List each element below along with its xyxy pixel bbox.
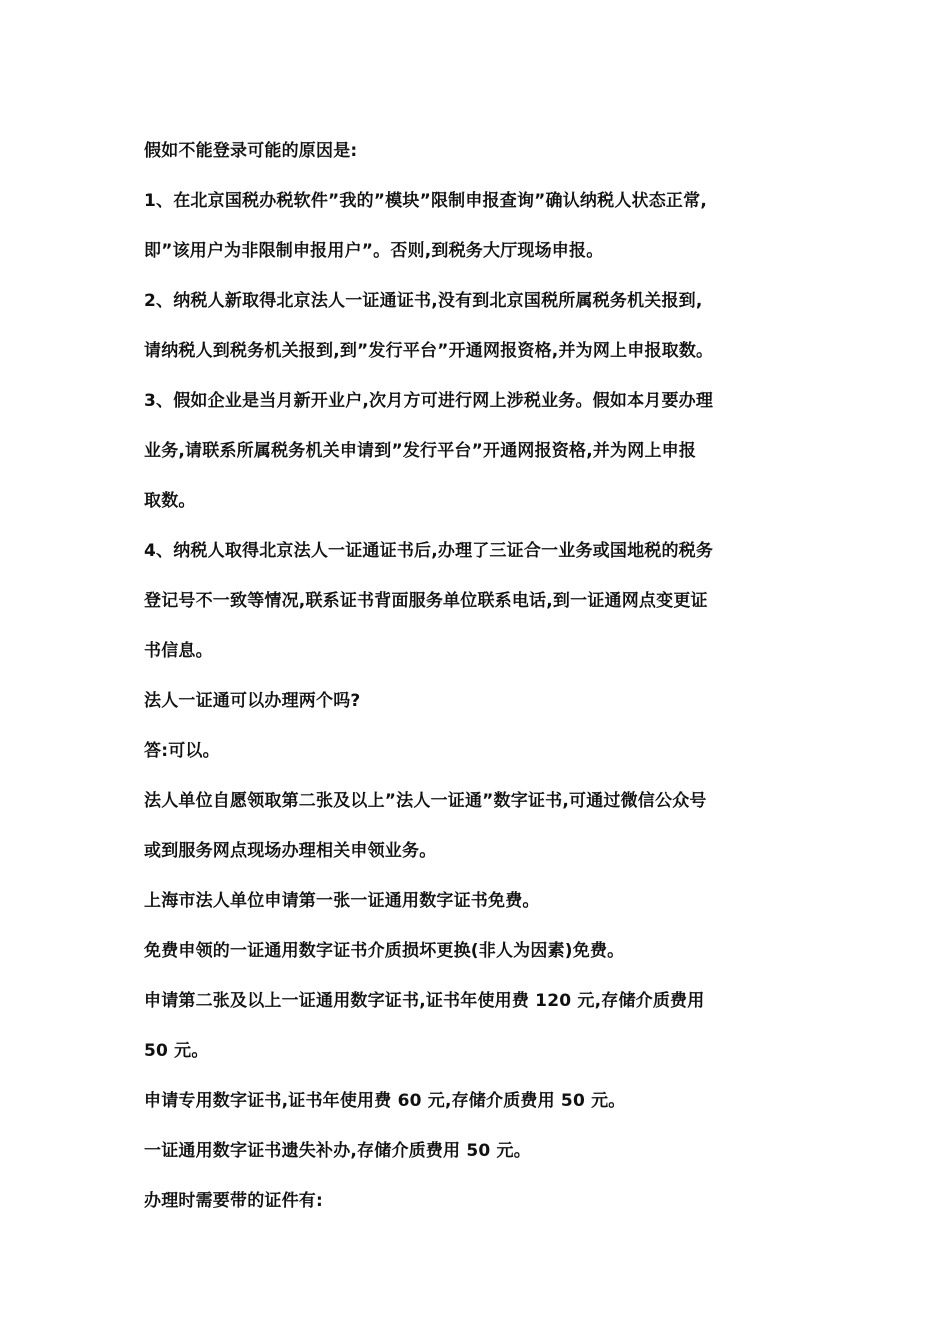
text-line: 1、在北京国税办税软件”我的”模块”限制申报查询”确认纳税人状态正常,: [144, 191, 707, 211]
text-line: 或到服务网点现场办理相关申领业务。: [144, 841, 437, 861]
text-line: 2、纳税人新取得北京法人一证通证书,没有到北京国税所属税务机关报到,: [144, 291, 703, 311]
text-line: 书信息。: [144, 641, 213, 661]
answer-line: 答:可以。: [144, 741, 220, 761]
text-line: 办理时需要带的证件有:: [144, 1191, 323, 1211]
text-line: 50 元。: [144, 1041, 209, 1061]
text-line: 申请第二张及以上一证通用数字证书,证书年使用费 120 元,存储介质费用: [144, 991, 705, 1011]
document-body: [144, 136, 820, 1236]
text-line: 请纳税人到税务机关报到,到”发行平台”开通网报资格,并为网上申报取数。: [144, 341, 714, 361]
text-line: 取数。: [144, 491, 196, 511]
text-line: 法人单位自愿领取第二张及以上”法人一证通”数字证书,可通过微信公众号: [144, 791, 707, 811]
text-line: 假如不能登录可能的原因是:: [144, 141, 358, 161]
text-line: 即”该用户为非限制申报用户”。否则,到税务大厅现场申报。: [144, 241, 604, 261]
text-line: 4、纳税人取得北京法人一证通证书后,办理了三证合一业务或国地税的税务: [144, 541, 714, 561]
text-line: 登记号不一致等情况,联系证书背面服务单位联系电话,到一证通网点变更证: [144, 591, 708, 611]
text-line: 免费申领的一证通用数字证书介质损坏更换(非人为因素)免费。: [144, 941, 625, 961]
text-line: 上海市法人单位申请第一张一证通用数字证书免费。: [144, 891, 540, 911]
text-line: 申请专用数字证书,证书年使用费 60 元,存储介质费用 50 元。: [144, 1091, 626, 1111]
question-heading: 法人一证通可以办理两个吗?: [144, 691, 361, 711]
text-line: 一证通用数字证书遗失补办,存储介质费用 50 元。: [144, 1141, 531, 1161]
text-line: 3、假如企业是当月新开业户,次月方可进行网上涉税业务。假如本月要办理: [144, 391, 714, 411]
text-line: 业务,请联系所属税务机关申请到”发行平台”开通网报资格,并为网上申报: [144, 441, 697, 461]
